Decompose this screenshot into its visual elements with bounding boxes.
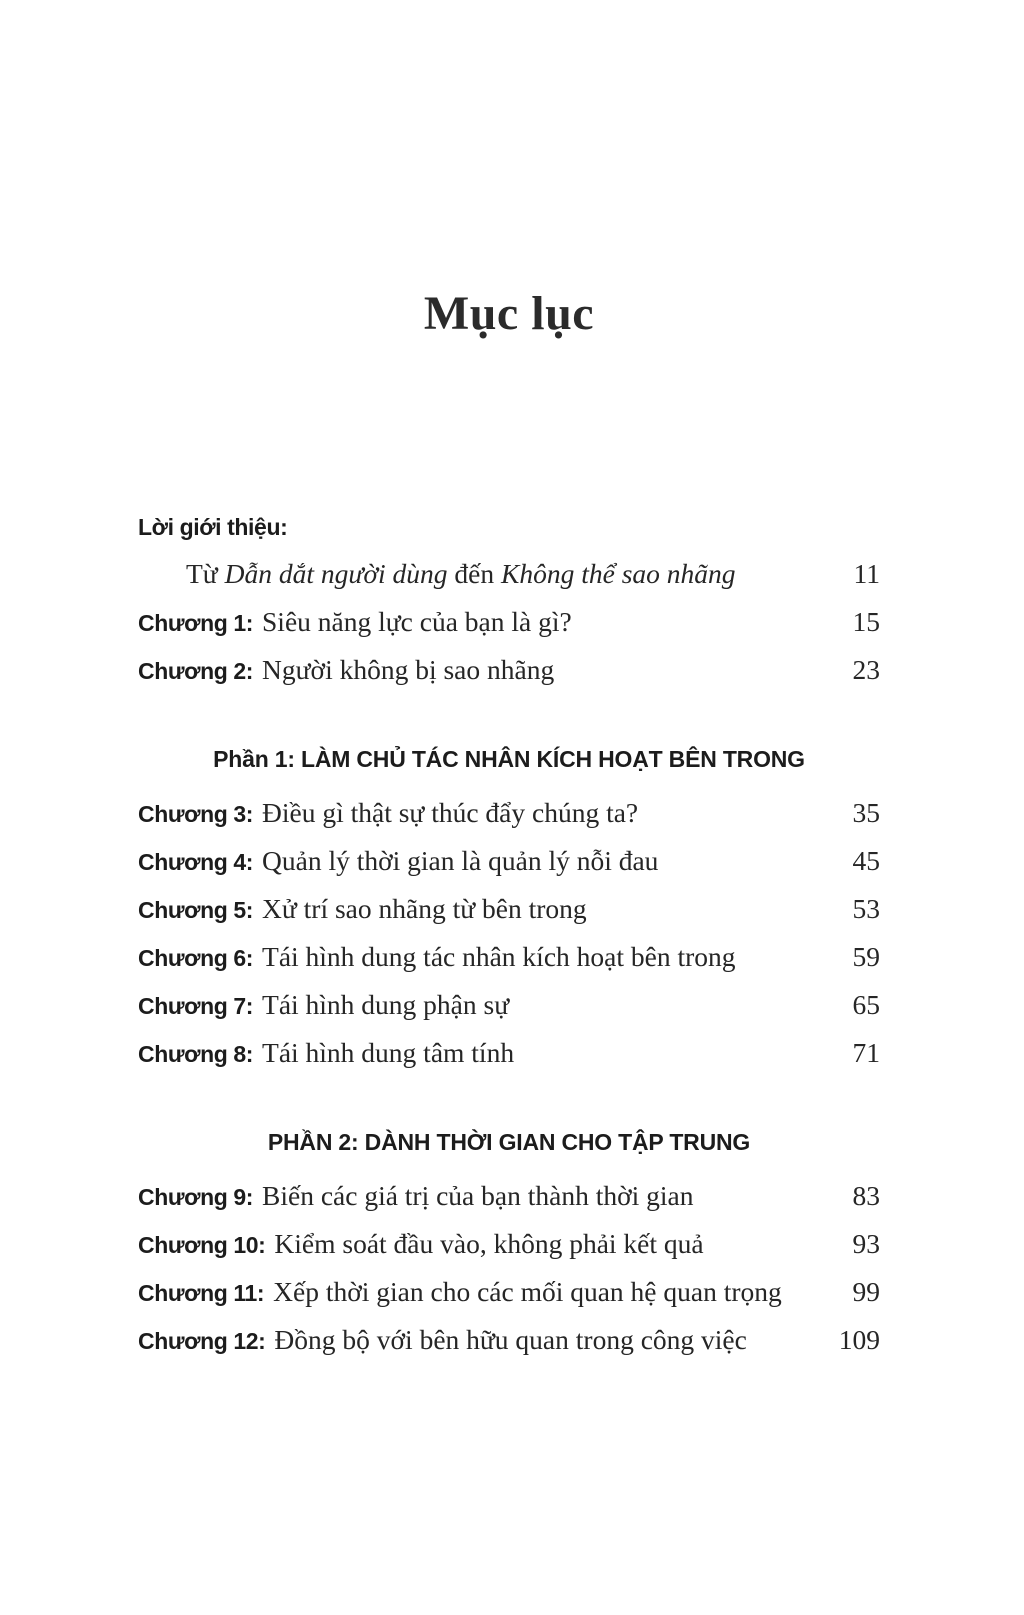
page-number: 23 [852,654,880,685]
chapter-label: Chương 3: [138,801,254,827]
chapter-label: Chương 11: [138,1280,265,1306]
part-2-heading: PHẦN 2: DÀNH THỜI GIAN CHO TẬP TRUNG [267,1129,751,1155]
page-number: 11 [853,558,880,589]
toc-entry-chapter-9 [138,1174,880,1222]
page-number: 109 [838,1324,880,1355]
intro-sub-book-1: Dẫn dắt người dùng [224,558,448,589]
chapter-title: Xử trí sao nhãng từ bên trong [262,893,587,924]
intro-sub-mid: đến [447,558,501,589]
chapter-title: Người không bị sao nhãng [262,654,555,685]
page-number: 83 [852,1180,880,1211]
chapter-title: Đồng bộ với bên hữu quan trong công việc [274,1324,747,1355]
chapter-label: Chương 5: [138,897,254,923]
chapter-label: Chương 8: [138,1041,254,1067]
toc-entry-chapter-7 [138,983,880,1031]
page-number: 71 [852,1037,880,1068]
chapter-label: Chương 10: [138,1232,266,1258]
chapter-title: Quản lý thời gian là quản lý nỗi đau [262,845,659,876]
chapter-title: Tái hình dung phận sự [262,989,510,1020]
chapter-title: Biến các giá trị của bạn thành thời gian [262,1180,694,1211]
intro-sub-pre: Từ [186,558,225,589]
intro-sub-book-2: Không thể sao nhãng [501,558,736,589]
chapter-title: Tái hình dung tâm tính [262,1037,515,1068]
toc-entry-chapter-11 [138,1270,880,1318]
page-number: 45 [852,845,880,876]
chapter-label: Chương 9: [138,1184,254,1210]
chapter-title: Xếp thời gian cho các mối quan hệ quan trọng [273,1276,782,1307]
toc-entry-chapter-6 [138,935,880,983]
intro-label: Lời giới thiệu: [138,514,288,540]
page-number: 59 [852,941,880,972]
toc-entry-chapter-5 [138,887,880,935]
toc-entry-chapter-3 [138,791,880,839]
toc-entry-intro [138,506,880,552]
part-1-heading: Phần 1: LÀM CHỦ TÁC NHÂN KÍCH HOẠT BÊN TRONG [213,746,805,772]
chapter-label: Chương 12: [138,1328,266,1354]
page-number: 53 [852,893,880,924]
chapter-label: Chương 7: [138,993,254,1019]
toc-entry-chapter-2 [138,648,880,696]
page-title: Mục lục [423,287,595,340]
chapter-title: Tái hình dung tác nhân kích hoạt bên trong [262,941,736,972]
page-number: 65 [852,989,880,1020]
chapter-label: Chương 2: [138,658,254,684]
chapter-label: Chương 4: [138,849,254,875]
chapter-title: Siêu năng lực của bạn là gì? [262,606,572,637]
page-number: 93 [852,1228,880,1259]
toc-entry-chapter-1 [138,600,880,648]
toc-entry-chapter-12 [138,1318,880,1366]
toc-entry-intro-subtitle [138,552,880,600]
page-number: 15 [852,606,880,637]
chapter-title: Kiểm soát đầu vào, không phải kết quả [274,1228,704,1259]
chapter-label: Chương 6: [138,945,254,971]
page-number: 99 [852,1276,880,1307]
intro-subtitle-text [138,552,840,600]
intro-label-wrap [138,506,880,552]
toc-entry-chapter-10 [138,1222,880,1270]
page-number: 35 [852,797,880,828]
toc-entry-chapter-4 [138,839,880,887]
toc-list [138,506,880,1366]
chapter-label: Chương 1: [138,610,254,636]
toc-entry-chapter-8 [138,1031,880,1079]
chapter-title: Điều gì thật sự thúc đẩy chúng ta? [262,797,639,828]
